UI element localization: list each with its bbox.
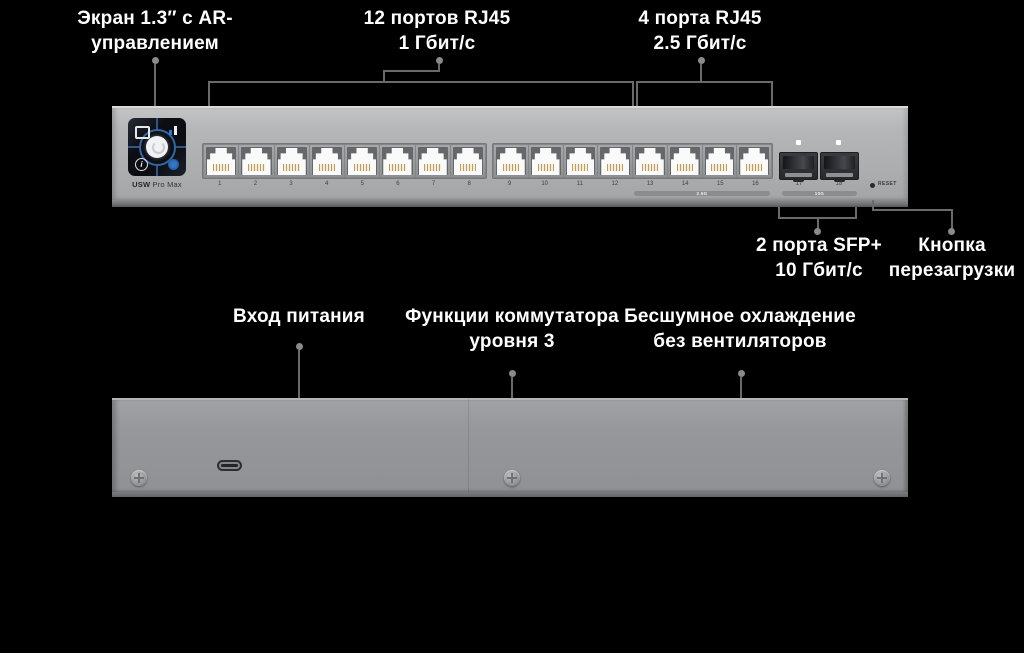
rj45-pins	[677, 164, 693, 172]
annotation-power	[189, 304, 409, 329]
leader-line	[298, 350, 300, 398]
port-number-row-2	[492, 181, 773, 187]
rj45-pins	[711, 164, 727, 172]
annotation-rj45-25g-line2: 2.5 Гбит/с	[653, 33, 747, 54]
port-number: 4	[325, 181, 329, 187]
annotation-rj45-1g-line1: 12 портов RJ45	[363, 8, 511, 29]
annotation-rj45-25g	[580, 6, 820, 56]
reset-button	[870, 183, 875, 188]
rj45-port	[275, 145, 309, 177]
bracket-leg	[636, 81, 638, 106]
sfp-led	[836, 140, 841, 145]
rj45-pins	[354, 164, 370, 172]
port-number: 17	[795, 181, 803, 187]
port-number-row-1	[202, 181, 487, 187]
rj45-port-block-1	[202, 143, 487, 179]
rj45-port	[345, 145, 379, 177]
leader-dot	[509, 370, 516, 377]
port-number: 11	[576, 181, 583, 187]
sfp-port-17	[779, 152, 818, 180]
annotation-layer3-line2: уровня 3	[469, 331, 555, 352]
rear-panel-bottom-edge	[112, 492, 908, 497]
speed-bar-2-5g: 2.5G	[634, 191, 770, 196]
rj45-port	[598, 145, 632, 177]
ubiquiti-logo-circle	[146, 136, 168, 158]
leader-line	[951, 209, 953, 229]
sfp-latch	[785, 173, 812, 177]
speed-bar-10g: 10G	[782, 191, 857, 196]
port-number: 3	[289, 181, 293, 187]
port-number: 9	[507, 181, 512, 187]
leader-dot	[436, 57, 443, 64]
annotation-reset-line2: перезагрузки	[888, 260, 1016, 281]
rj45-port	[529, 145, 563, 177]
bracket-leg	[208, 81, 210, 106]
rj45-port	[204, 145, 238, 177]
annotation-rj45-1g-line2: 1 Гбит/с	[398, 33, 476, 54]
rj45-port	[310, 145, 344, 177]
model-label-rest: Pro Max	[150, 180, 182, 189]
annotation-sfp-line1: 2 порта SFP+	[756, 235, 882, 256]
rj45-pins	[319, 164, 335, 172]
port-number: 5	[360, 181, 364, 187]
sfp-led	[796, 140, 801, 145]
screw	[131, 470, 147, 486]
rj45-pins	[607, 164, 623, 172]
screw	[874, 470, 890, 486]
rj45-port-block-2	[492, 143, 773, 179]
rj45-port	[633, 145, 667, 177]
rj45-pins	[746, 164, 762, 172]
annotation-reset	[852, 233, 1024, 283]
annotation-screen-line1: Экран 1.3″ с AR-	[77, 8, 233, 29]
port-number: 13	[646, 181, 654, 187]
reset-label: RESET	[878, 181, 897, 187]
model-label	[120, 180, 194, 189]
port-number: 6	[396, 181, 400, 187]
port-number: 15	[716, 181, 724, 187]
port-number: 2	[253, 181, 258, 187]
bracket-leg	[771, 81, 773, 106]
rj45-port	[737, 145, 771, 177]
sfp-port-18	[820, 152, 859, 180]
rj45-port	[703, 145, 737, 177]
sfp-slot	[824, 156, 855, 169]
usb-c-power-port	[217, 460, 242, 471]
annotation-screen-line2: управлением	[91, 33, 219, 54]
switch-rear-panel	[112, 398, 908, 492]
port-number: 10	[541, 181, 549, 187]
sfp-number-row	[779, 181, 859, 187]
rj45-pins	[389, 164, 405, 172]
annotation-layer3	[392, 304, 632, 354]
annotation-cooling	[620, 304, 860, 354]
rj45-pins	[503, 164, 519, 172]
leader-dot	[152, 57, 159, 64]
port-number: 7	[431, 181, 436, 187]
leader-line	[872, 209, 953, 211]
rj45-pins	[248, 164, 264, 172]
annotation-layer3-line1: Функции коммутатора	[405, 306, 619, 327]
annotation-reset-line1: Кнопка	[918, 235, 986, 256]
leader-line	[383, 70, 440, 72]
model-label-bold: USW	[132, 180, 151, 189]
port-number: 16	[752, 181, 759, 187]
port-number: 12	[611, 181, 619, 187]
stats-bar-icon-accent	[169, 130, 172, 135]
rj45-port	[668, 145, 702, 177]
leader-line	[740, 377, 742, 398]
annotation-power-line1: Вход питания	[233, 306, 365, 327]
rj45-port	[239, 145, 273, 177]
port-number: 8	[467, 181, 471, 187]
bracket-12-ports	[208, 81, 634, 83]
bracket-4-ports	[636, 81, 773, 83]
rj45-port	[416, 145, 450, 177]
annotation-cooling-line2: без вентиляторов	[653, 331, 827, 352]
rj45-pins	[424, 164, 440, 172]
rj45-pins	[538, 164, 554, 172]
rj45-pins	[572, 164, 588, 172]
annotation-rj45-25g-line1: 4 порта RJ45	[638, 8, 762, 29]
rj45-port	[451, 145, 485, 177]
rj45-port	[380, 145, 414, 177]
stats-bar-icon	[174, 126, 177, 135]
status-dot-icon	[168, 159, 179, 170]
rj45-pins	[283, 164, 299, 172]
annotation-screen	[25, 6, 285, 56]
rj45-port	[494, 145, 528, 177]
lcd-screen	[128, 118, 186, 176]
rj45-pins	[460, 164, 476, 172]
info-icon: i	[135, 158, 148, 171]
annotation-rj45-1g	[317, 6, 557, 56]
sfp-latch	[826, 173, 853, 177]
leader-line	[154, 64, 156, 106]
annotation-cooling-line1: Бесшумное охлаждение	[624, 306, 856, 327]
rj45-pins	[213, 164, 229, 172]
leader-dot	[296, 343, 303, 350]
rj45-port	[564, 145, 598, 177]
panel-seam	[468, 398, 469, 492]
display-icon	[135, 126, 150, 139]
leader-dot	[738, 370, 745, 377]
leader-dot	[698, 57, 705, 64]
leader-line	[511, 377, 513, 398]
switch-front-panel	[112, 106, 908, 200]
rj45-pins	[642, 164, 658, 172]
annotation-sfp-line2: 10 Гбит/с	[775, 260, 863, 281]
bracket-leg	[632, 81, 634, 106]
sfp-slot	[783, 156, 814, 169]
screw	[504, 470, 520, 486]
port-number: 1	[218, 181, 222, 187]
front-panel-bottom-edge	[112, 200, 908, 207]
port-number: 18	[835, 181, 843, 187]
port-number: 14	[681, 181, 689, 187]
